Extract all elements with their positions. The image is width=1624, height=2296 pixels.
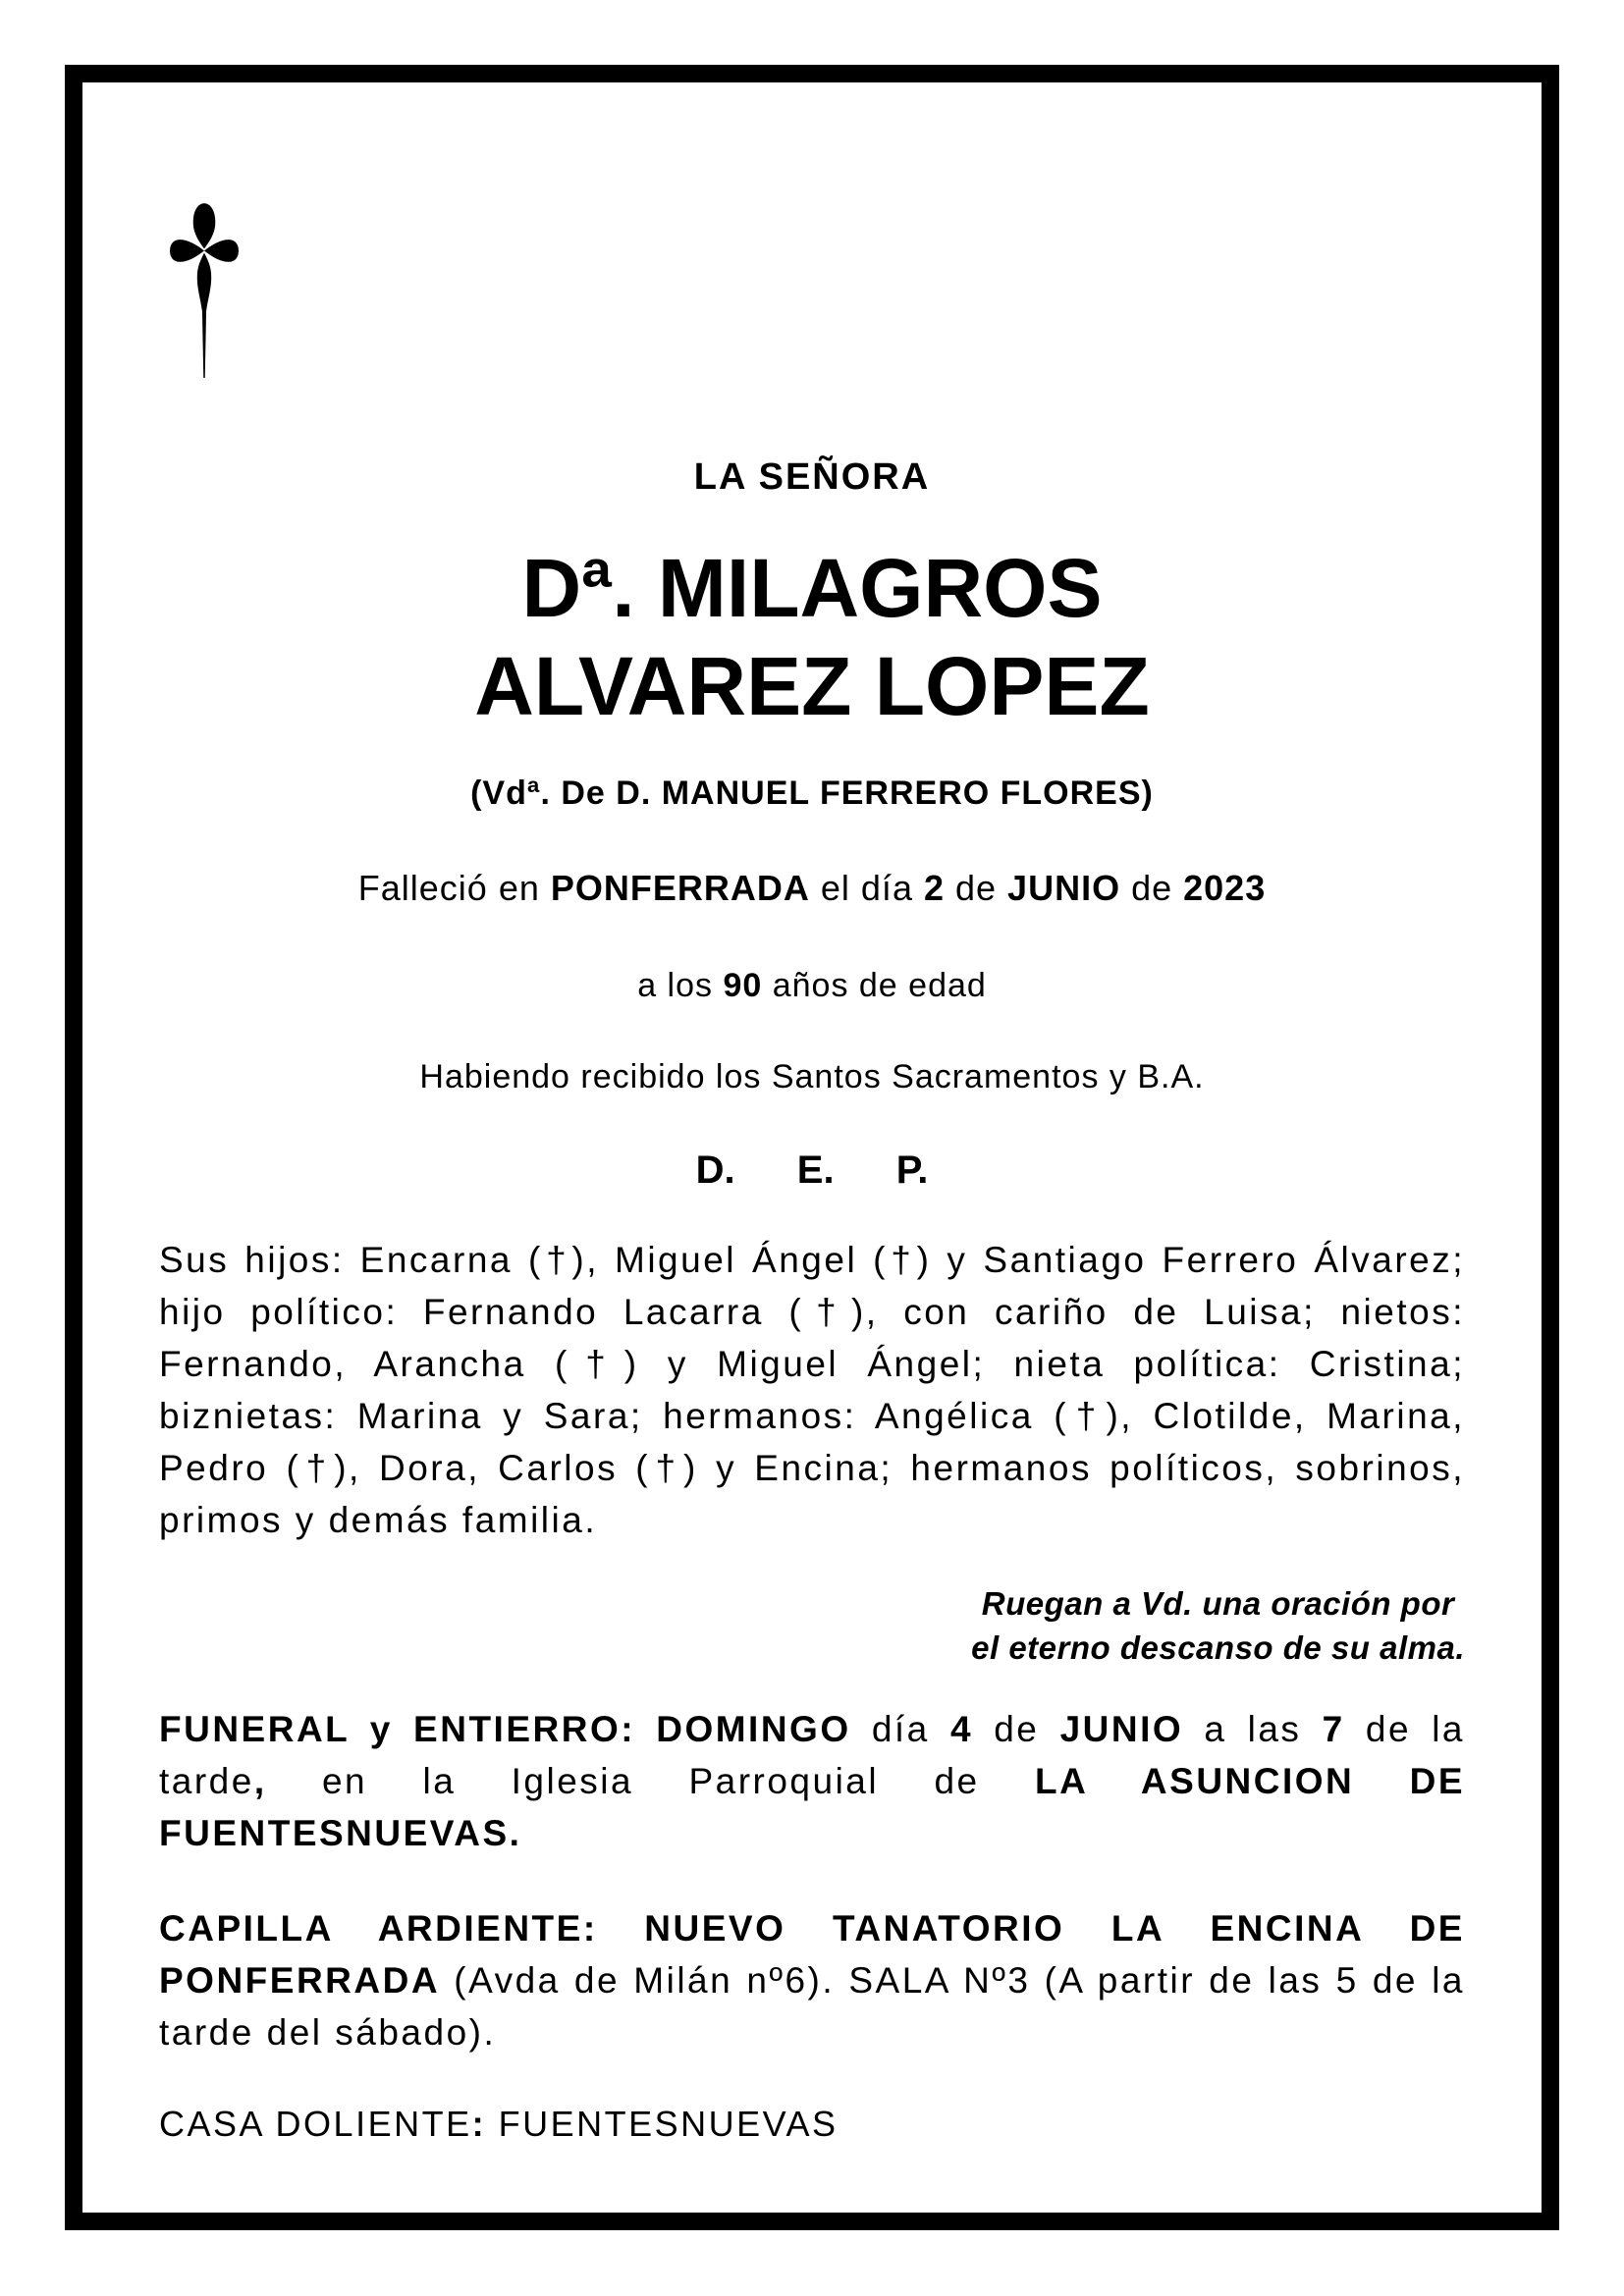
funeral-mid4: de la tarde	[159, 1709, 1466, 1802]
funeral-church: LA ASUNCION DE FUENTESNUEVAS.	[159, 1761, 1466, 1854]
obituary-content	[82, 82, 1542, 2213]
prayer-line2: el eterno descanso de su alma.	[971, 1629, 1465, 1667]
age-prefix: a los	[637, 967, 724, 1005]
death-prefix: Falleció en	[357, 867, 551, 908]
deceased-name	[159, 539, 1465, 735]
funeral-paragraph	[159, 1703, 1465, 1859]
cross-icon	[169, 198, 240, 380]
chapel-heading: CAPILLA ARDIENTE: NUEVO TANATORIO LA ENCINA DE PONFERRADA	[159, 1908, 1465, 2002]
chapel-paragraph	[159, 1902, 1465, 2058]
mourning-house-label: CASA DOLIENTE	[159, 2104, 472, 2145]
funeral-mid5: en la Iglesia Parroquial de	[266, 1761, 1035, 1802]
death-mid3: de	[1120, 867, 1184, 908]
funeral-comma: ,	[253, 1761, 267, 1802]
deceased-name-line2: ALVAREZ LOPEZ	[474, 639, 1150, 732]
death-year: 2023	[1183, 867, 1267, 908]
dep-line: D. E. P.	[695, 1148, 929, 1193]
family-paragraph: Sus hijos: Encarna (†), Miguel Ángel (†) y Santiago Ferrero Álvarez; hijo político: Fernando Lacarra (†), con cariño de Luisa; nietos: Fernando, Arancha (†) y Miguel Ángel; nieta política: Cristina; biznietas: Marina y Sara; hermanos: Angélica (†), Clotilde, Marina, Pedro (†), Dora, Carlos (†) y Encina; hermanos políticos, sobrinos, primos y demás familia.	[159, 1240, 1465, 1541]
widow-note: (Vdª. De D. MANUEL FERRERO FLORES)	[470, 774, 1154, 812]
age-years: 90	[723, 967, 763, 1005]
funeral-heading: FUNERAL y ENTIERRO: DOMINGO	[159, 1709, 851, 1750]
pretitle: LA SEÑORA	[693, 456, 931, 498]
funeral-hour: 7	[1322, 1709, 1345, 1750]
funeral-mid3: a las	[1183, 1709, 1323, 1750]
age-line	[159, 967, 1465, 1005]
death-place: PONFERRADA	[550, 867, 810, 908]
death-mid2: de	[945, 867, 1008, 908]
death-line	[159, 868, 1465, 908]
funeral-mid1: día	[850, 1709, 950, 1750]
mourning-house-value: FUENTESNUEVAS	[486, 2104, 839, 2145]
death-mid1: el día	[809, 867, 924, 908]
chapel-details: (Avda de Milán nº6). SALA Nº3 (A partir de las 5 de la tarde del sábado).	[159, 1960, 1465, 2054]
border-frame	[65, 65, 1559, 2230]
funeral-day: 4	[949, 1709, 974, 1750]
mourning-house-line	[159, 2104, 1465, 2145]
death-day: 2	[923, 867, 945, 908]
sacraments-line: Habiendo recibido los Santos Sacramentos y B.A.	[419, 1058, 1205, 1096]
age-suffix: años de edad	[762, 967, 987, 1005]
funeral-month: JUNIO	[1059, 1709, 1184, 1750]
prayer-line1: Ruegan a Vd. una oración por	[981, 1585, 1455, 1623]
funeral-mid2: de	[973, 1709, 1060, 1750]
death-month: JUNIO	[1007, 867, 1121, 908]
deceased-name-line1: Dª. MILAGROS	[521, 541, 1103, 634]
prayer-block	[971, 1581, 1465, 1670]
mourning-house-colon: :	[471, 2104, 487, 2145]
